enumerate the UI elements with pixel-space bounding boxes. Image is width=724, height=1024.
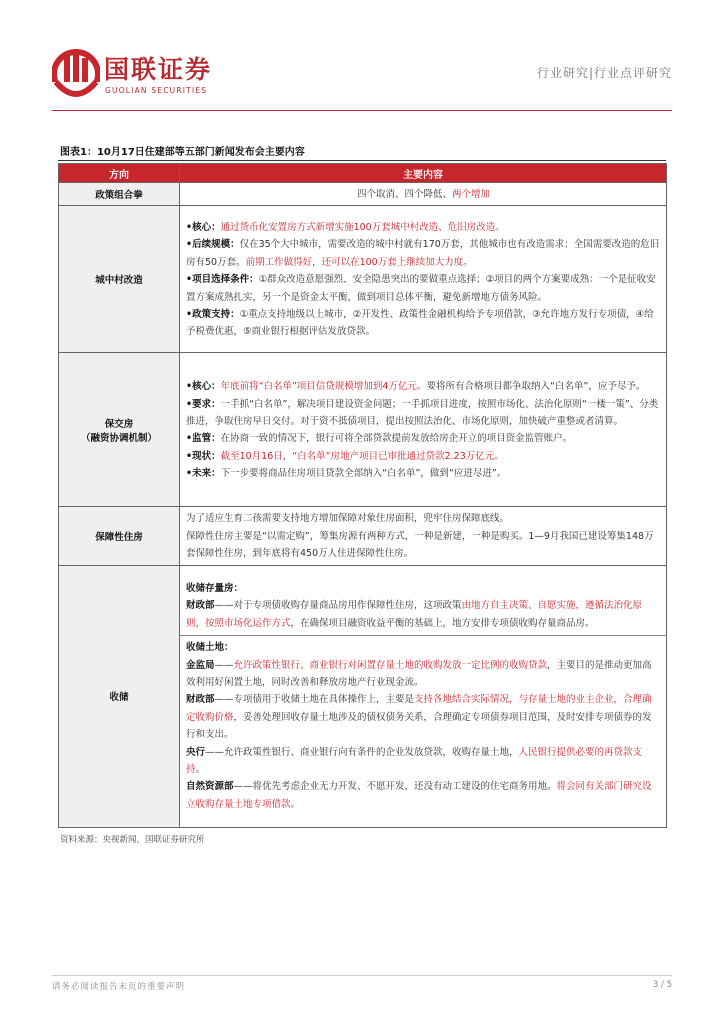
table-row [59, 565, 667, 827]
bullet-item: •监管：在协商一致的情况下，银行可将全部贷款提前发放给房企开立的项目资金监管账户。 [186, 433, 573, 445]
brand-name-en: GUOLIAN SECURITIES [105, 86, 208, 95]
row-content [180, 206, 667, 353]
paragraph: 财政部——对于专项债收购存量商品房用作保障性住房，这项政策由地方自主决策、自愿实施，遵循法治化原则，按照市场化运作方式，在确保项目融资收益平衡的基础上，地方安排专项债收购存量商品房。 [186, 600, 643, 629]
row-category: 保交房 （融资协调机制） [59, 353, 180, 507]
subsection-heading: 收储存量房： [186, 582, 244, 594]
row-category: 城中村改造 [59, 206, 180, 353]
paragraph: 为了适应生育二孩需要支持地方增加保障对象住房面积，兜牢住房保障底线。 [186, 513, 510, 525]
footer-divider [52, 975, 672, 976]
table-row [59, 507, 667, 565]
bullet-item: •未来：下一步要将商品住房项目贷款全部纳入“白名单”，做到“应进尽进”。 [186, 468, 507, 480]
row-content [180, 507, 667, 565]
row-category: 保障性住房 [59, 507, 180, 565]
row-category: 收储 [59, 565, 180, 827]
paragraph: 财政部——专项债用于收储土地在具体操作上，主要是支持各地结合实际情况，与存量土地的业主企业，合理确定收购价格，妥善处理回收存量土地涉及的债权债务关系，合理确定专项债券项目范围，及时安排专项债券的发行和支出。 [186, 694, 652, 741]
table-row [59, 206, 667, 353]
subsection-divider [180, 635, 666, 636]
page-number: 3 / 5 [652, 980, 672, 990]
bullet-item: •后续规模：仅在35个大中城市，需要改造的城中村就有170万套，其他城市也有改造需求；全国需要改造的危旧房有50万套。前期工作做得好，还可以在100万套上继续加大力度。 [186, 239, 660, 268]
policy-highlight: 两个增加 [452, 189, 491, 200]
table-row [59, 353, 667, 507]
bullet-item: •核心：年底前将“白名单”项目信贷规模增加到4万亿元。要将所有合格项目都争取纳入“白名单”，应予尽予。 [186, 381, 646, 393]
paragraph: 金监局——允许政策性银行、商业银行对闲置存量土地的收购发放一定比例的收购贷款，主要目的是推动更加高效利用好闲置土地，同时改善和释放房地产行业现金流。 [186, 659, 652, 689]
source-note: 资料来源：央视新闻，国联证券研究所 [60, 835, 205, 845]
header-divider [52, 110, 672, 111]
figure-title: 图表1：10月17日住建部等五部门新闻发布会主要内容 [60, 147, 305, 158]
policy-text: 四个取消、四个降低、 [356, 189, 452, 200]
policy-table [58, 163, 667, 828]
paragraph: 保障性住房主要是“以需定购”，筹集房源有两种方式，一种是新建，一种是购买。1—9月我国已建设筹集148万套保障性住房，到年底将有450万人住进保障性住房。 [186, 530, 654, 560]
table-row [59, 183, 667, 206]
bullet-item: •政策支持：①重点支持地级以上城市，②开发性、政策性金融机构给予专项借款，③允许地方发行专项债，④给予税费优惠，⑤商业银行根据评估发放贷款。 [186, 309, 654, 338]
row-content [180, 183, 667, 206]
row-content [180, 353, 667, 507]
column-header-content: 主要内容 [180, 164, 667, 183]
footer-disclaimer: 请务必阅读报告末页的重要声明 [52, 982, 186, 992]
row-category: 政策组合拳 [59, 183, 180, 206]
subsection-heading: 收储土地： [186, 642, 234, 654]
paragraph: 央行——允许政策性银行、商业银行向有条件的企业发放贷款，收购存量土地，人民银行提供必要的再贷款支持。 [186, 746, 643, 776]
guolian-logo-icon [52, 48, 100, 100]
table-header-row [59, 164, 667, 183]
report-section: 行业研究|行业点评研究 [536, 66, 672, 80]
bullet-item: •核心：通过货币化安置房方式新增实施100万套城中村改造、危旧房改造。 [186, 221, 505, 233]
row-content [180, 565, 667, 827]
brand-name-cn: 国联证券 [104, 55, 213, 84]
column-header-direction: 方向 [59, 164, 180, 183]
figure-title-rule [58, 160, 666, 161]
bullet-item: •项目选择条件：①群众改造意愿强烈、安全隐患突出的要做重点选择；②项目的两个方案要成熟：一个是征收安置方案成熟扎实，另一个是资金太平衡，做到项目总体平衡，避免新增地方债务风险。 [186, 274, 656, 303]
bullet-item: •要求：一手抓“白名单”，解决项目建设资金问题；一手抓项目进度，按照市场化、法治化原则“一楼一策”、分类推进，争取住房早日交付。对于资不抵债项目，提出按照法治化、市场化原则，加快破产重整或者清算。 [186, 398, 659, 427]
brand-logo [52, 48, 232, 100]
paragraph: 自然资源部——将优先考虑企业无力开发、不愿开发，还没有动工建设的住宅商务用地。将会同有关部门研究设立收购存量土地专项借款。 [186, 781, 652, 810]
bullet-item: •现状：截至10月16日，“白名单”房地产项目已审批通过贷款2.23万亿元。 [186, 450, 504, 462]
